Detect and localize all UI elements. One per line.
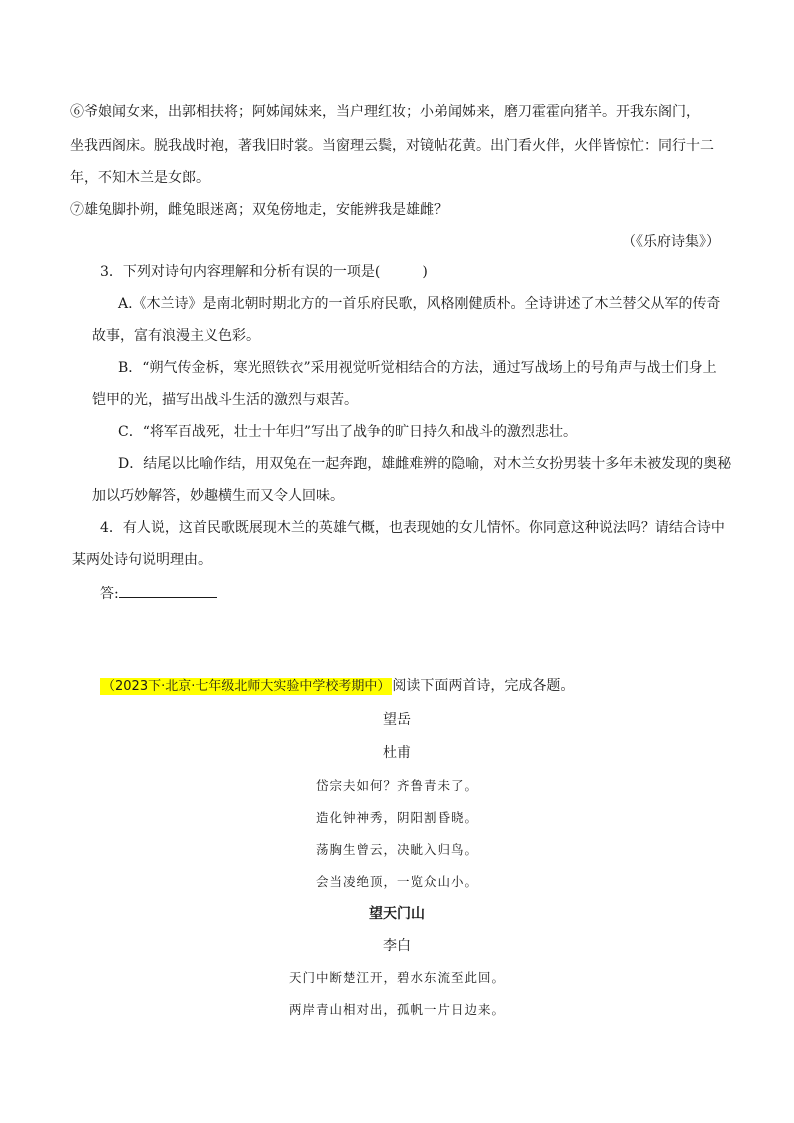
question-4-line-1: 4．有人说，这首民歌既展现木兰的英雄气概，也表现她的女儿情怀。你同意这种说法吗？请结合诗中	[100, 520, 725, 536]
option-c-line-1: C．“将军百战死，壮士十年归”写出了战争的旷日持久和战斗的激烈悲壮。	[118, 424, 578, 440]
poem-a-author: 杜甫	[383, 745, 411, 761]
poem-stanza-7: ⑦雄兔脚扑朔，雌兔眼迷离；双兔傍地走，安能辨我是雄雌？	[70, 202, 448, 218]
section-instruction: 阅读下面两首诗，完成各题。	[392, 678, 575, 694]
poem-b-line: 天门中断楚江开，碧水东流至此回。	[288, 970, 505, 985]
answer-label: 答:	[100, 586, 119, 602]
poem-a-line: 岱宗夫如何？齐鲁青未了。	[315, 778, 478, 793]
question-4-line-2: 某两处诗句说明理由。	[72, 552, 212, 568]
poem-a-line: 荡胸生曾云，决眦入归鸟。	[315, 842, 478, 857]
option-a-line-2: 故事，富有浪漫主义色彩。	[92, 328, 260, 344]
option-b-line-1: B．“朔气传金柝，寒光照铁衣”采用视觉听觉相结合的方法，通过写战场上的号角声与战士们身上	[118, 360, 717, 376]
answer-blank[interactable]	[119, 582, 217, 598]
section-header	[100, 676, 760, 697]
source-tag-highlight: （2023下·北京·七年级北师大实验中学校考期中）	[102, 679, 391, 694]
poem-stanza-6-line-2: 坐我西阁床。脱我战时袍，著我旧时裳。当窗理云鬓，对镜帖花黄。出门看火伴，火伴皆惊忙：同行十二	[70, 138, 714, 154]
poem-a-line: 会当凌绝顶，一览众山小。	[315, 874, 478, 889]
poem-b-author: 李白	[383, 938, 411, 954]
option-b-line-2: 铠甲的光，描写出战斗生活的激烈与艰苦。	[92, 392, 358, 408]
poem-a-title: 望岳	[383, 712, 411, 728]
poem-b-line: 两岸青山相对出，孤帆一片日边来。	[288, 1002, 505, 1017]
poem-stanza-6-line-1: ⑥爷娘闻女来，出郭相扶将；阿姊闻妹来，当户理红妆；小弟闻姊来，磨刀霍霍向猪羊。开我东阁门，	[70, 104, 700, 120]
poem-source: （《乐府诗集》）	[622, 234, 720, 250]
poem-b-title: 望天门山	[369, 906, 425, 922]
option-a-line-1: A.《木兰诗》是南北朝时期北方的一首乐府民歌，风格刚健质朴。全诗讲述了木兰替父从军的传奇	[118, 296, 721, 312]
option-d-line-2: 加以巧妙解答，妙趣横生而又令人回味。	[92, 488, 344, 504]
question-3-stem: 3．下列对诗句内容理解和分析有误的一项是( )	[100, 264, 428, 280]
option-d-line-1: D．结尾以比喻作结，用双兔在一起奔跑，雄雌难辨的隐喻，对木兰女扮男装十多年未被发现的奥秘	[118, 456, 732, 472]
poem-stanza-6-line-3: 年，不知木兰是女郎。	[70, 170, 210, 186]
poem-a-line: 造化钟神秀，阴阳割昏晓。	[315, 810, 478, 825]
answer-row	[100, 582, 760, 604]
